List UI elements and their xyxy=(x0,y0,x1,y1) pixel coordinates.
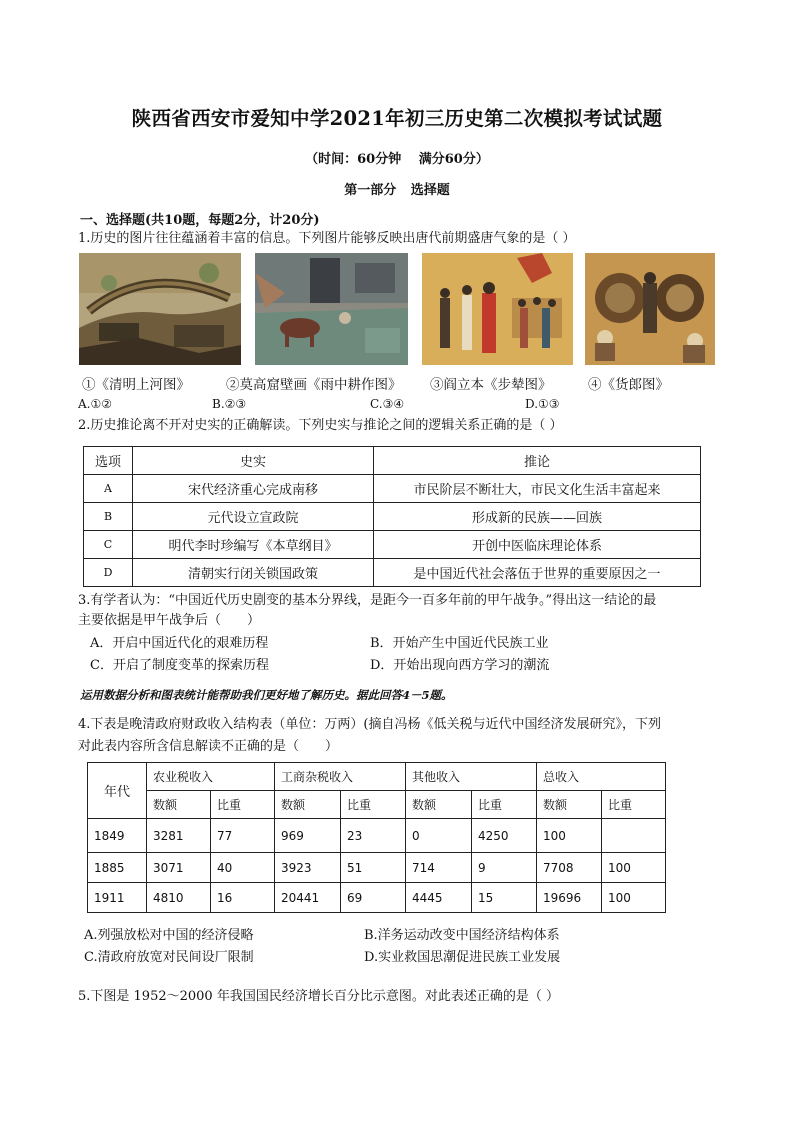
table-cell: 77 xyxy=(211,819,275,853)
instruction-note: 运用数据分析和图表统计能帮助我们更好地了解历史。据此回答4－5题。 xyxy=(80,688,453,702)
table-cell: 3923 xyxy=(275,853,341,883)
table-cell: 20441 xyxy=(275,883,341,913)
table-row xyxy=(88,883,666,913)
q4-option-a[interactable]: A.列强放松对中国的经济侵略 xyxy=(84,928,254,943)
header-cell: 工商杂税收入 xyxy=(275,763,406,791)
subheader-cell: 比重 xyxy=(602,791,666,819)
table-cell: 1911 xyxy=(88,883,147,913)
table-cell: 714 xyxy=(406,853,472,883)
table-cell: 69 xyxy=(341,883,406,913)
header-cell: 史实 xyxy=(133,447,374,475)
table-cell: 3281 xyxy=(147,819,211,853)
q1-images xyxy=(79,253,715,365)
table-cell: 15 xyxy=(472,883,537,913)
q1-option-d[interactable]: D.①③ xyxy=(525,397,560,411)
q4-line2: 对此表内容所含信息解读不正确的是（ ） xyxy=(78,739,339,754)
table-header-row xyxy=(88,763,666,791)
q3-line1: 3.有学者认为：“中国近代历史剧变的基本分界线，是距今一百多年前的甲午战争。”得出这一结论的最 xyxy=(78,593,657,608)
part-heading: 第一部分 选择题 xyxy=(344,183,450,198)
table-cell: 23 xyxy=(341,819,406,853)
q1-option-b[interactable]: B.②③ xyxy=(212,397,247,411)
q4-table xyxy=(87,762,666,913)
header-cell: 农业税收入 xyxy=(147,763,275,791)
subheader-cell: 比重 xyxy=(341,791,406,819)
table-cell: 0 xyxy=(406,819,472,853)
q1-option-c[interactable]: C.③④ xyxy=(370,397,405,411)
table-subheader-row xyxy=(88,791,666,819)
header-cell: 其他收入 xyxy=(406,763,537,791)
table-cell: A xyxy=(84,475,133,503)
q3-option-b[interactable]: B．开始产生中国近代民族工业 xyxy=(370,636,549,651)
q5-stem: 5.下图是 1952～2000 年我国国民经济增长百分比示意图。对此表述正确的是（ ） xyxy=(78,989,559,1004)
table-cell: D xyxy=(84,559,133,587)
table-cell: 元代设立宣政院 xyxy=(133,503,374,531)
table-cell: 51 xyxy=(341,853,406,883)
table-cell: 1885 xyxy=(88,853,147,883)
exam-subtitle: （时间：60分钟 满分60分） xyxy=(305,152,489,167)
q1-options xyxy=(78,397,718,415)
q3-option-a[interactable]: A．开启中国近代化的艰难历程 xyxy=(90,636,269,651)
subheader-cell: 比重 xyxy=(472,791,537,819)
table-cell: 市民阶层不断壮大，市民文化生活丰富起来 xyxy=(374,475,701,503)
table-cell: 16 xyxy=(211,883,275,913)
table-row xyxy=(84,531,701,559)
table-cell: 40 xyxy=(211,853,275,883)
table-cell: C xyxy=(84,531,133,559)
table-cell: 100 xyxy=(602,883,666,913)
caption-2: ②莫高窟壁画《雨中耕作图》 xyxy=(226,377,402,393)
table-row xyxy=(84,559,701,587)
q4-line1: 4.下表是晚清政府财政收入结构表（单位：万两）(摘自冯杨《低关税与近代中国经济发展研究》，下列 xyxy=(78,717,661,732)
table-cell: 9 xyxy=(472,853,537,883)
painting-bunian xyxy=(422,253,573,365)
q4-option-c[interactable]: C.清政府放宽对民间设厂限制 xyxy=(84,950,254,965)
table-cell xyxy=(602,819,666,853)
table-cell: B xyxy=(84,503,133,531)
header-cell: 推论 xyxy=(374,447,701,475)
table-row xyxy=(88,853,666,883)
q3-options xyxy=(90,632,690,676)
q3-line2: 主要依据是甲午战争后（ ） xyxy=(78,613,261,628)
subheader-cell: 数额 xyxy=(406,791,472,819)
table-cell: 明代李时珍编写《本草纲目》 xyxy=(133,531,374,559)
q4-option-b[interactable]: B.洋务运动改变中国经济结构体系 xyxy=(364,928,560,943)
q1-option-a[interactable]: A.①② xyxy=(78,397,112,411)
table-header-row xyxy=(84,447,701,475)
table-cell: 4445 xyxy=(406,883,472,913)
table-cell: 是中国近代社会落伍于世界的重要原因之一 xyxy=(374,559,701,587)
table-cell: 形成新的民族——回族 xyxy=(374,503,701,531)
table-cell: 宋代经济重心完成南移 xyxy=(133,475,374,503)
caption-1: ①《清明上河图》 xyxy=(82,377,190,393)
caption-4: ④《货郎图》 xyxy=(588,377,669,393)
q4-option-d[interactable]: D.实业救国思潮促进民族工业发展 xyxy=(364,950,561,965)
table-cell: 100 xyxy=(537,819,602,853)
q2-table xyxy=(83,446,701,587)
subheader-cell: 数额 xyxy=(537,791,602,819)
q1-captions xyxy=(78,373,718,393)
painting-mogao-mural xyxy=(255,253,408,365)
subheader-cell: 数额 xyxy=(147,791,211,819)
table-cell: 4810 xyxy=(147,883,211,913)
painting-qingming xyxy=(79,253,241,365)
header-cell: 选项 xyxy=(84,447,133,475)
q2-stem: 2.历史推论离不开对史实的正确解读。下列史实与推论之间的逻辑关系正确的是（ ） xyxy=(78,418,563,433)
table-cell: 100 xyxy=(602,853,666,883)
table-cell: 969 xyxy=(275,819,341,853)
q4-options xyxy=(84,924,684,968)
exam-title: 陕西省西安市爱知中学2021年初三历史第二次模拟考试试题 xyxy=(131,107,663,130)
subheader-cell: 比重 xyxy=(211,791,275,819)
table-row xyxy=(88,819,666,853)
table-cell: 19696 xyxy=(537,883,602,913)
q3-option-d[interactable]: D．开始出现向西方学习的潮流 xyxy=(370,658,550,673)
section-heading: 一、选择题(共10题，每题2分，计20分) xyxy=(80,213,320,228)
table-row xyxy=(84,475,701,503)
table-cell: 7708 xyxy=(537,853,602,883)
table-cell: 3071 xyxy=(147,853,211,883)
caption-3: ③阎立本《步辇图》 xyxy=(430,377,552,393)
table-cell: 开创中医临床理论体系 xyxy=(374,531,701,559)
painting-huolang xyxy=(585,253,715,365)
table-row xyxy=(84,503,701,531)
subheader-cell: 数额 xyxy=(275,791,341,819)
q1-stem: 1.历史的图片往往蕴涵着丰富的信息。下列图片能够反映出唐代前期盛唐气象的是（ ） xyxy=(78,231,576,246)
header-cell: 年代 xyxy=(88,763,147,819)
table-cell: 4250 xyxy=(472,819,537,853)
table-cell: 清朝实行闭关锁国政策 xyxy=(133,559,374,587)
q3-option-c[interactable]: C．开启了制度变革的探索历程 xyxy=(90,658,269,673)
header-cell: 总收入 xyxy=(537,763,666,791)
table-cell: 1849 xyxy=(88,819,147,853)
